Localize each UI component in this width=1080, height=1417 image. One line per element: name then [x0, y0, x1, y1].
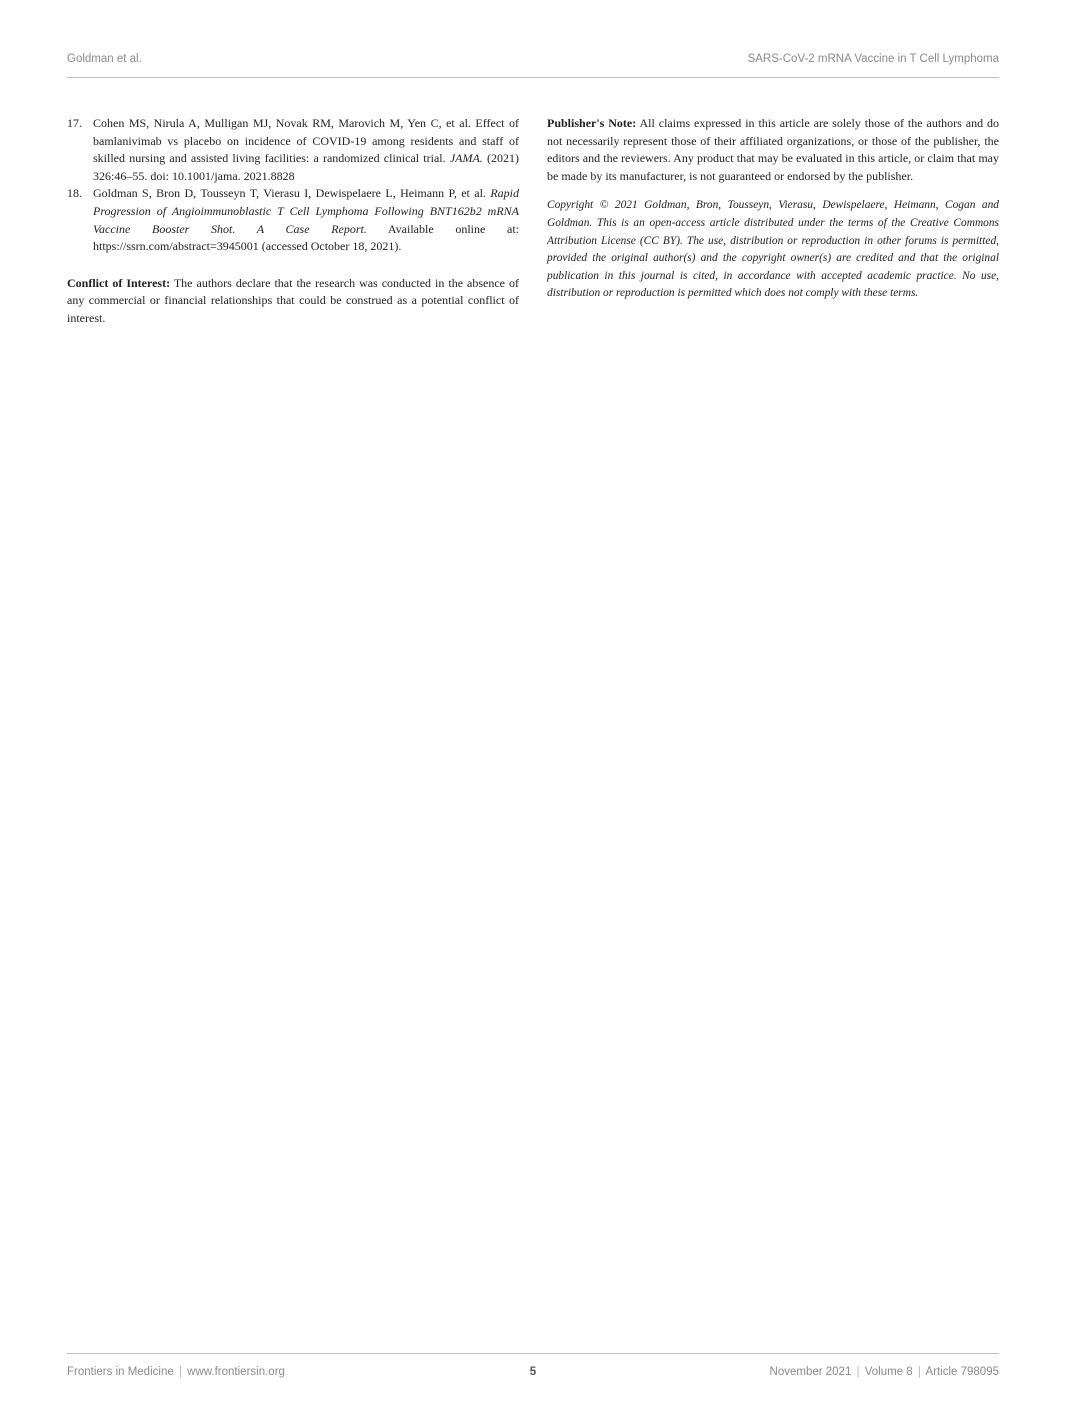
footer-date: November 2021: [769, 1366, 852, 1378]
reference-17: [67, 115, 519, 185]
header-title: SARS-CoV-2 mRNA Vaccine in T Cell Lymphoma: [747, 53, 999, 65]
footer-separator: |: [856, 1366, 860, 1378]
running-header: [67, 50, 999, 70]
footer-volume: Volume 8: [864, 1366, 913, 1378]
reference-number: 18.: [67, 186, 82, 201]
reference-details: (2021) 326:46–55. doi: 10.1001/jama. 2021.8828: [93, 151, 519, 183]
conflict-text: The authors declare that the research was conducted in the absence of any commercial or financial relationships that could be construed as a potential conflict of interest.: [67, 275, 519, 325]
reference-text: Cohen MS, Nirula A, Mulligan MJ, Novak RM, Marovich M, Yen C, et al. Effect of bamlanivimab vs placebo on incidence of COVID-19 among residents and staff of skilled nursing and assisted living facilities: a randomized clinical trial.: [93, 116, 519, 166]
header-authors: Goldman et al.: [67, 53, 142, 65]
reference-body: [93, 185, 519, 255]
page-number: 5: [529, 1366, 537, 1378]
footer-website[interactable]: www.frontiersin.org: [187, 1366, 285, 1378]
reference-body: [93, 115, 519, 185]
reference-18: [67, 185, 519, 255]
reference-details: Available online at: https://ssrn.com/abstract=3945001 (accessed October 18, 2021).: [93, 221, 519, 254]
reference-title: Rapid Progression of Angioimmunoblastic T Cell Lymphoma Following BNT162b2 mRNA Vaccine Booster Shot. A Case Report.: [93, 186, 519, 236]
footer-journal: Frontiers in Medicine: [67, 1366, 174, 1378]
reference-journal: JAMA.: [449, 151, 483, 166]
footer-separator: |: [917, 1366, 921, 1378]
publisher-note-text: All claims expressed in this article are solely those of the authors and do not necessarily represent those of their affiliated organizations, or those of the publisher, the editors and the reviewers. Any product that may be evaluated in this article, or claim that may be made by its manufacturer, is not guaranteed or endorsed by the publisher.: [547, 116, 999, 183]
conflict-of-interest: [67, 275, 519, 328]
publisher-note: [547, 115, 999, 185]
footer-rule: [67, 1353, 999, 1354]
publisher-note-label: Publisher's Note:: [547, 116, 637, 130]
reference-number: 17.: [67, 116, 82, 130]
left-column: [67, 115, 519, 328]
conflict-label: Conflict of Interest:: [67, 275, 171, 290]
footer-article: Article 798095: [925, 1366, 999, 1378]
footer-article-info: [770, 1366, 999, 1378]
copyright-notice: Copyright © 2021 Goldman, Bron, Tousseyn, Vierasu, Dewispelaere, Heimann, Cogan and Goldman. This is an open-access article distributed under the terms of the Creative Commons Attribution License (CC BY). The use, distribution or reproduction in other forums is permitted, provided the original author(s) and the copyright owner(s) are credited and that the original publication in this journal is cited, in accordance with accepted academic practice. No use, distribution or reproduction is permitted which does not comply with these terms.: [547, 199, 999, 300]
reference-text: Goldman S, Bron D, Tousseyn T, Vierasu I, Dewispelaere L, Heimann P, et al.: [93, 186, 491, 201]
header-rule: [67, 77, 999, 78]
running-footer: [67, 1364, 999, 1384]
right-column: [547, 115, 999, 314]
footer-separator: |: [178, 1366, 182, 1378]
